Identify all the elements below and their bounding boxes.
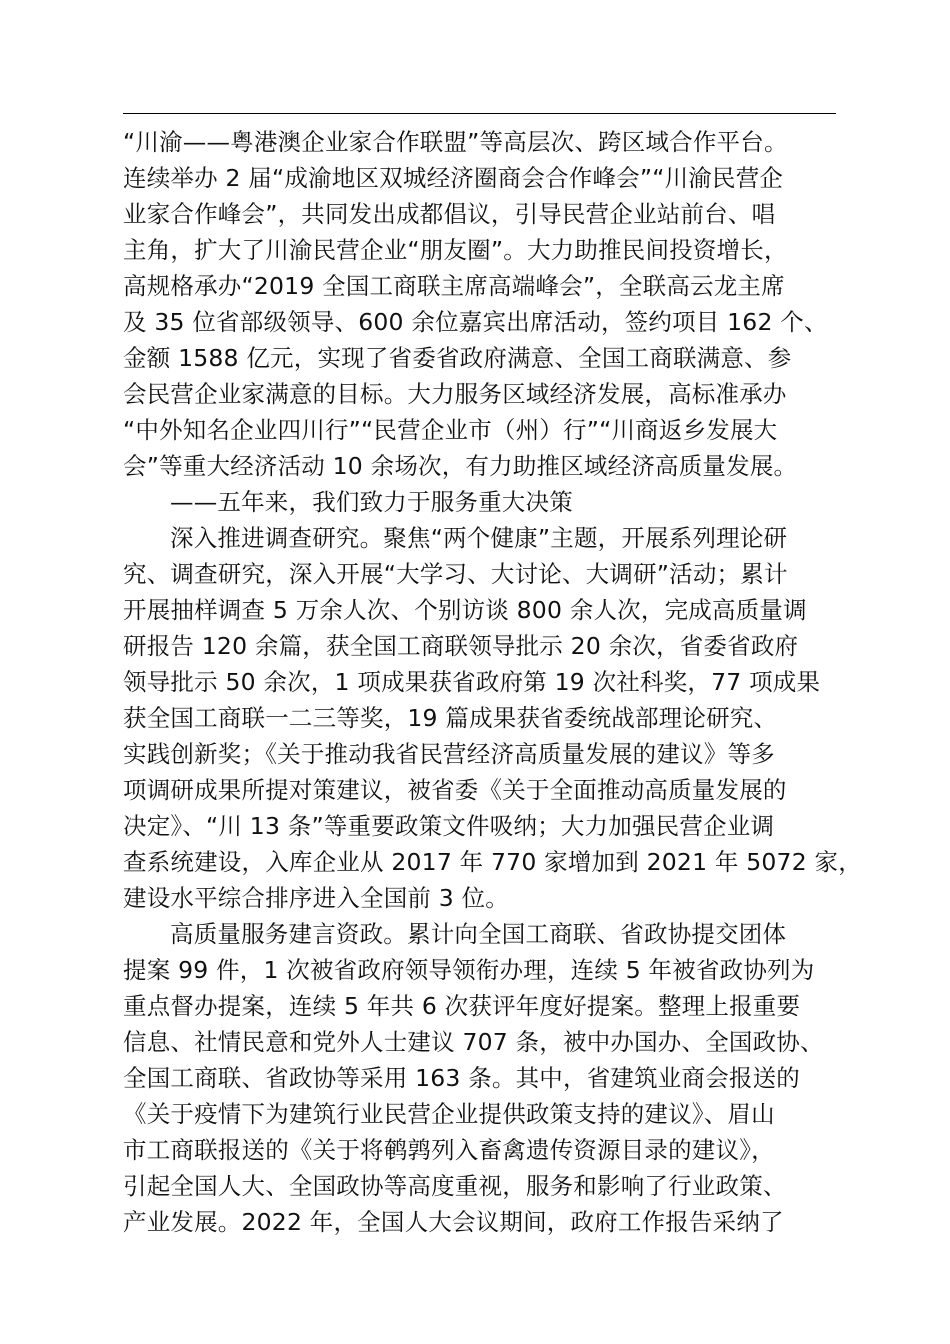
header-rule [123, 113, 836, 114]
body-text [123, 124, 873, 1240]
text-line: 业家合作峰会”，共同发出成都倡议，引导民营企业站前台、唱 [123, 200, 776, 228]
text-line: 开展抽样调查 5 万余人次、个别访谈 800 余人次，完成高质量调 [123, 596, 807, 624]
text-line: 研报告 120 余篇，获全国工商联领导批示 20 余次，省委省政府 [123, 632, 799, 660]
text-line: 连续举办 2 届“成渝地区双城经济圈商会合作峰会”“川渝民营企 [123, 164, 784, 192]
text-line: 获全国工商联一二三等奖，19 篇成果获省委统战部理论研究、 [123, 704, 778, 732]
text-line: 建设水平综合排序进入全国前 3 位。 [123, 884, 509, 912]
text-line: 及 35 位省部级领导、600 余位嘉宾出席活动，签约项目 162 个、 [123, 308, 828, 336]
text-line: 领导批示 50 余次，1 项成果获省政府第 19 次社科奖，77 项成果 [123, 668, 821, 696]
text-line: 重点督办提案，连续 5 年共 6 次获评年度好提案。整理上报重要 [123, 992, 801, 1020]
paragraph-start: 深入推进调查研究。聚焦“两个健康”主题，开展系列理论研 [170, 524, 788, 552]
text-line: 实践创新奖；《关于推动我省民营经济高质量发展的建议》等多 [123, 740, 775, 768]
text-line: 究、调查研究，深入开展“大学习、大讨论、大调研”活动；累计 [123, 560, 788, 588]
paragraph-start: 高质量服务建言资政。累计向全国工商联、省政协提交团体 [170, 920, 787, 948]
text-line: “中外知名企业四川行”“民营企业市（州）行”“川商返乡发展大 [123, 416, 778, 444]
text-line: 引起全国人大、全国政协等高度重视，服务和影响了行业政策、 [123, 1172, 787, 1200]
section-heading: ——五年来，我们致力于服务重大决策 [170, 488, 573, 516]
text-line: 提案 99 件，1 次被省政府领导领衔办理，连续 5 年被省政协列为 [123, 956, 815, 984]
text-line: 《关于疫情下为建筑行业民营企业提供政策支持的建议》、眉山 [123, 1100, 775, 1128]
text-line: 产业发展。2022 年，全国人大会议期间，政府工作报告采纳了 [123, 1208, 784, 1236]
text-line: 高规格承办“2019 全国工商联主席高端峰会”，全联高云龙主席 [123, 272, 785, 300]
text-line: 市工商联报送的《关于将鹌鹑列入畜禽遗传资源目录的建议》， [123, 1136, 775, 1164]
text-line: 金额 1588 亿元，实现了省委省政府满意、全国工商联满意、参 [123, 344, 792, 372]
text-line: 全国工商联、省政协等采用 163 条。其中，省建筑业商会报送的 [123, 1064, 800, 1092]
text-line: 决定》、“川 13 条”等重要政策文件吸纳；大力加强民营企业调 [123, 812, 775, 840]
text-line: 信息、社情民意和党外人士建议 707 条，被中办国办、全国政协、 [123, 1028, 824, 1056]
text-line: 项调研成果所提对策建议，被省委《关于全面推动高质量发展的 [123, 776, 787, 804]
text-line: 会民营企业家满意的目标。大力服务区域经济发展，高标准承办 [123, 380, 787, 408]
text-line: “川渝——粤港澳企业家合作联盟”等高层次、跨区域合作平台。 [123, 128, 788, 156]
text-line: 查系统建设，入库企业从 2017 年 770 家增加到 2021 年 5072 家， [123, 848, 862, 876]
text-line: 主角，扩大了川渝民营企业“朋友圈”。大力助推民间投资增长， [123, 236, 788, 264]
text-line: 会”等重大经济活动 10 余场次，有力助推区域经济高质量发展。 [123, 452, 798, 480]
